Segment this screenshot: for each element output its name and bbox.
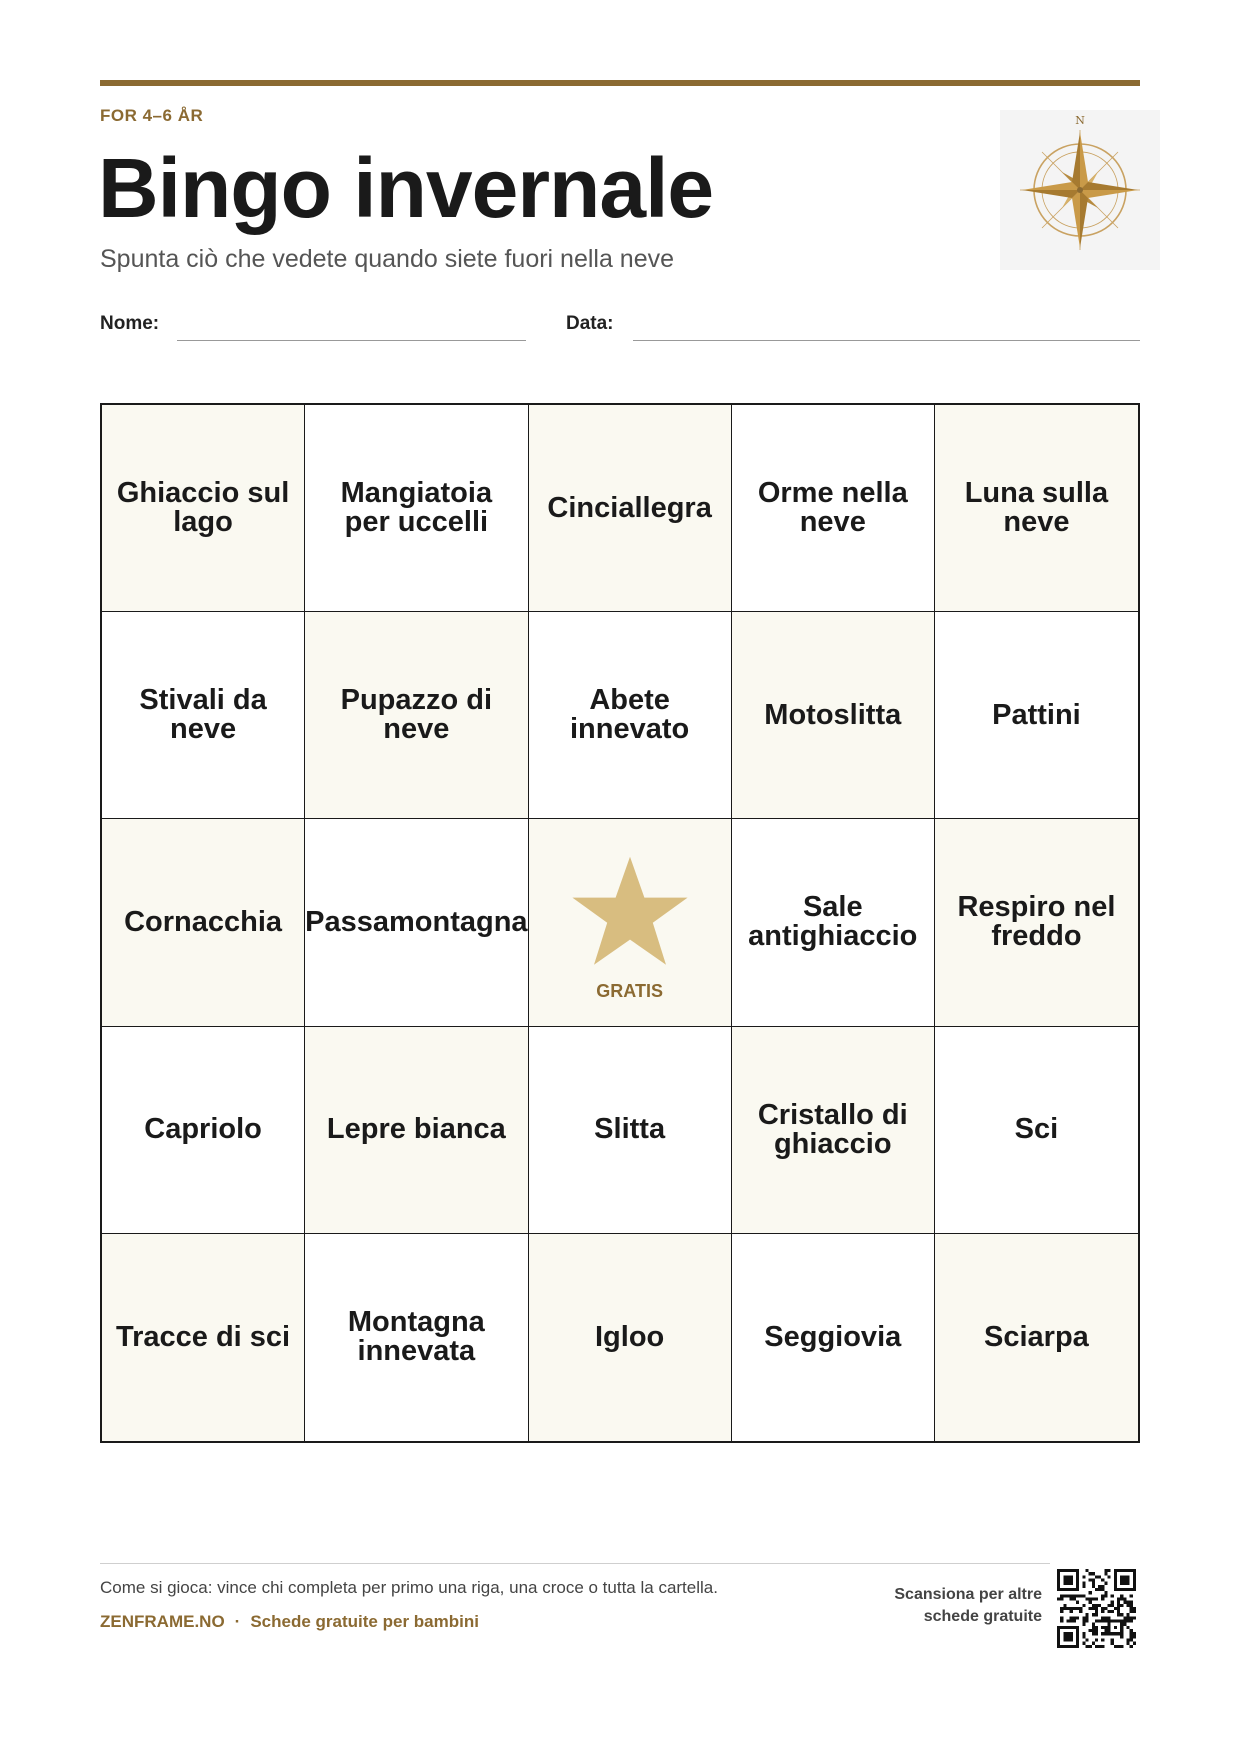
scan-text (842, 1584, 1042, 1627)
bingo-cell[interactable]: Orme nella neve (732, 405, 935, 612)
bingo-cell[interactable]: Cinciallegra (529, 405, 732, 612)
bingo-cell[interactable]: Montagna innevata (305, 1234, 528, 1441)
brand-name[interactable]: ZENFRAME.NO (100, 1612, 225, 1631)
bingo-cell[interactable]: Sciarpa (935, 1234, 1138, 1441)
top-accent-bar (100, 80, 1140, 86)
bingo-cell[interactable]: Slitta (529, 1027, 732, 1234)
game-instructions: Come si gioca: vince chi completa per primo una riga, una croce o tutta la cartella. (100, 1578, 718, 1597)
bingo-cell[interactable]: Abete innevato (529, 612, 732, 819)
scan-line-1: Scansiona per altre (894, 1586, 1042, 1603)
page-title: Bingo invernale (98, 141, 714, 235)
bingo-cell[interactable]: Igloo (529, 1234, 732, 1441)
bingo-cell[interactable]: Sale antighiaccio (732, 819, 935, 1026)
bingo-cell[interactable]: Sci (935, 1027, 1138, 1234)
qr-code-icon[interactable] (1057, 1569, 1136, 1648)
bingo-cell[interactable]: Tracce di sci (102, 1234, 305, 1441)
bingo-cell[interactable]: Pupazzo di neve (305, 612, 528, 819)
brand-tagline: Schede gratuite per bambini (250, 1612, 479, 1631)
name-label: Nome: (100, 313, 160, 334)
bingo-cell[interactable]: Lepre bianca (305, 1027, 528, 1234)
bingo-cell[interactable]: Seggiovia (732, 1234, 935, 1441)
free-space-cell[interactable] (529, 819, 732, 1026)
bingo-cell[interactable]: Luna sulla neve (935, 405, 1138, 612)
name-field-line[interactable] (177, 340, 526, 341)
page-subtitle: Spunta ciò che vedete quando siete fuori nella neve (100, 245, 675, 273)
date-field-line[interactable] (633, 340, 1140, 341)
bingo-cell[interactable]: Cornacchia (102, 819, 305, 1026)
compass-rose-icon (1000, 110, 1160, 270)
scan-line-2: schede gratuite (923, 1607, 1042, 1625)
bingo-cell[interactable]: Stivali da neve (102, 612, 305, 819)
bingo-cell[interactable]: Mangiatoia per uccelli (305, 405, 528, 612)
bingo-cell[interactable]: Ghiaccio sul lago (102, 405, 305, 612)
age-label: FOR 4–6 ÅR (100, 106, 204, 125)
free-space-label: GRATIS (596, 981, 663, 1002)
bingo-cell[interactable]: Pattini (935, 612, 1138, 819)
compass-north-label: N (1075, 114, 1085, 127)
bingo-cell[interactable]: Motoslitta (732, 612, 935, 819)
date-label: Data: (566, 313, 614, 334)
bingo-grid (100, 403, 1140, 1443)
bingo-cell[interactable]: Cristallo di ghiaccio (732, 1027, 935, 1234)
footer-divider (100, 1563, 1050, 1564)
brand-separator: · (234, 1612, 241, 1631)
star-icon (570, 854, 690, 970)
bingo-cell[interactable]: Passamontagna (305, 819, 528, 1026)
brand-line (100, 1612, 479, 1632)
bingo-cell[interactable]: Capriolo (102, 1027, 305, 1234)
bingo-cell[interactable]: Respiro nel freddo (935, 819, 1138, 1026)
